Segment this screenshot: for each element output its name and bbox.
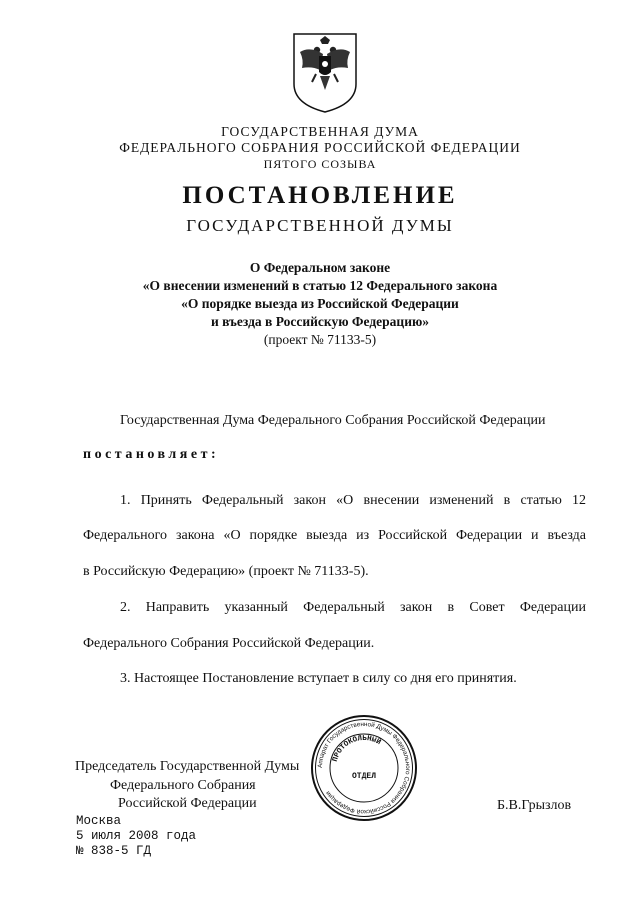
item-3: 3. Настоящее Постановление вступает в силу со дня его принятия.	[120, 671, 517, 686]
subject-bill-number: (проект № 71133-5)	[263, 332, 377, 347]
official-seal-stamp	[310, 714, 418, 822]
header-line-duma: ГОСУДАРСТВЕННАЯ ДУМА	[221, 124, 419, 139]
subject-line-4: и въезда в Российскую Федерацию»	[210, 314, 430, 329]
seal-inner-text: ПРОТОКОЛЬНЫЙ	[331, 734, 382, 763]
signatory-title-line-1: Председатель Государственной Думы	[75, 759, 300, 774]
header-line-convocation: ПЯТОГО СОЗЫВА	[263, 157, 377, 171]
decree-word: постановляет:	[83, 447, 220, 462]
signatory-title-line-2: Федерального Собрания	[110, 778, 256, 793]
footer-number: № 838-5 ГД	[76, 844, 152, 858]
state-emblem-icon	[290, 30, 360, 114]
document-subtitle: ГОСУДАРСТВЕННОЙ ДУМЫ	[186, 216, 454, 235]
subject-line-2: «О внесении изменений в статью 12 Федерального закона	[142, 278, 498, 293]
item-2-line-2: Федерального Собрания Российской Федерации.	[83, 636, 375, 651]
subject-line-3: «О порядке выезда из Российской Федерации	[181, 296, 459, 311]
item-2-line-1: 2. Направить указанный Федеральный закон в Совет Федерации	[120, 600, 586, 615]
seal-center-text: ОТДЕЛ	[351, 772, 377, 781]
signatory-title-line-3: Российской Федерации	[118, 796, 257, 811]
footer-date: 5 июля 2008 года	[76, 829, 197, 843]
intro-paragraph: Государственная Дума Федерального Собрания Российской Федерации	[120, 413, 546, 428]
signatory-name: Б.В.Грызлов	[497, 798, 572, 813]
seal-outer-text: Аппарат Государственной Думы Федерального Собрания Российской Федерации	[316, 720, 412, 816]
document-title: ПОСТАНОВЛЕНИЕ	[182, 182, 458, 209]
footer-city: Москва	[76, 814, 122, 828]
subject-line-1: О Федеральном законе	[249, 260, 391, 275]
item-1-line-1: 1. Принять Федеральный закон «О внесении изменений в статью 12	[120, 493, 586, 508]
header-line-assembly: ФЕДЕРАЛЬНОГО СОБРАНИЯ РОССИЙСКОЙ ФЕДЕРАЦИИ	[119, 140, 521, 155]
item-1-line-3: в Российскую Федерацию» (проект № 71133-5).	[83, 564, 369, 579]
item-1-line-2: Федерального закона «О порядке выезда из Российской Федерации и въезда	[83, 528, 586, 543]
